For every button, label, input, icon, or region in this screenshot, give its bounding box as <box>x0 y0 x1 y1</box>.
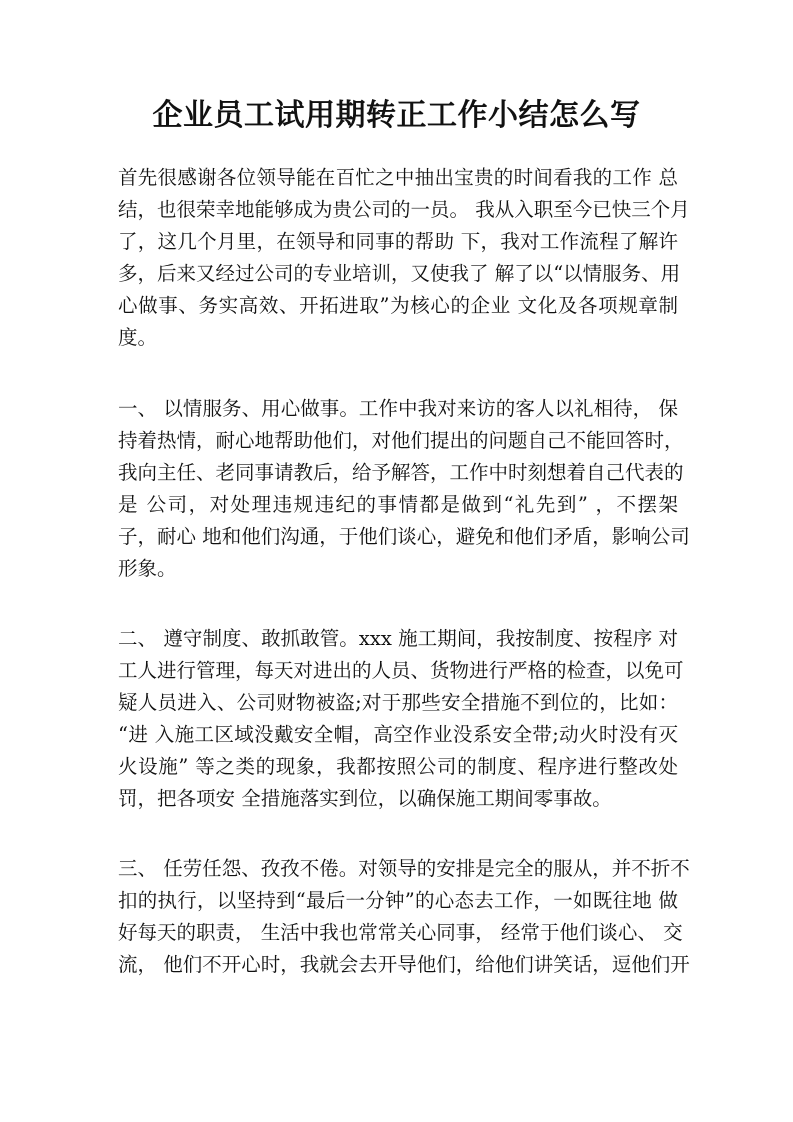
text-line: 扣的执行，以坚持到“最后一分钟”的心态去工作，一如既往地 做 <box>118 889 678 912</box>
paragraph-section-3 <box>118 853 690 981</box>
text-line: 疑人员进入、公司财物被盗;对于那些安全措施不到位的，比如： <box>118 691 678 714</box>
text-line: 三、 任劳任怨、孜孜不倦。对领导的安排是完全的服从，并不折不 <box>118 857 690 880</box>
text-line: 子，耐心 地和他们沟通，于他们谈心，避免和他们矛盾，影响公司 <box>118 525 690 548</box>
paragraph-section-1 <box>118 393 690 585</box>
text-line: 工人进行管理，每天对进出的人员、货物进行严格的检查，以免可 <box>118 659 684 682</box>
text-line: “进 入施工区域没戴安全帽，高空作业没系安全带;动火时没有灭 <box>118 723 678 746</box>
text-line: 了，这几个月里，在领导和同事的帮助 下，我对工作流程了解许 <box>118 230 678 253</box>
text-line: 持着热情，耐心地帮助他们，对他们提出的问题自己不能回答时， <box>118 429 684 452</box>
text-line: 多，后来又经过公司的专业培训，又使我了 解了以“以情服务、用 <box>118 262 681 285</box>
text-line: 罚，把各项安 全措施落实到位，以确保施工期间零事故。 <box>118 787 612 810</box>
text-line: 火设施” 等之类的现象，我都按照公司的制度、程序进行整改处 <box>118 755 678 778</box>
paragraph-section-2 <box>118 623 684 815</box>
text-line: 二、 遵守制度、敢抓敢管。xxx 施工期间，我按制度、按程序 对 <box>118 627 678 650</box>
text-line: 首先很感谢各位领导能在百忙之中抽出宝贵的时间看我的工作 总 <box>118 166 678 189</box>
text-line: 流， 他们不开心时，我就会去开导他们，给他们讲笑话，逗他们开 <box>118 953 690 976</box>
text-line: 好每天的职责， 生活中我也常常关心同事， 经常于他们谈心、 交 <box>118 921 683 944</box>
document-title: 企业员工试用期转正工作小结怎么写 <box>152 98 641 133</box>
paragraph-intro <box>118 162 690 354</box>
text-line: 一、 以情服务、用心做事。工作中我对来访的客人以礼相待， 保 <box>118 397 678 420</box>
text-line: 是 公司，对处理违规违纪的事情都是做到“礼先到” ，不摆架 <box>118 493 678 516</box>
text-line: 心做事、务实高效、开拓进取”为核心的企业 文化及各项规章制 <box>118 294 678 317</box>
text-line: 结，也很荣幸地能够成为贵公司的一员。 我从入职至今已快三个月 <box>118 198 690 221</box>
text-line: 形象。 <box>118 557 177 580</box>
text-line: 度。 <box>118 326 158 349</box>
text-line: 我向主任、老同事请教后，给予解答，工作中时刻想着自己代表的 <box>118 461 684 484</box>
